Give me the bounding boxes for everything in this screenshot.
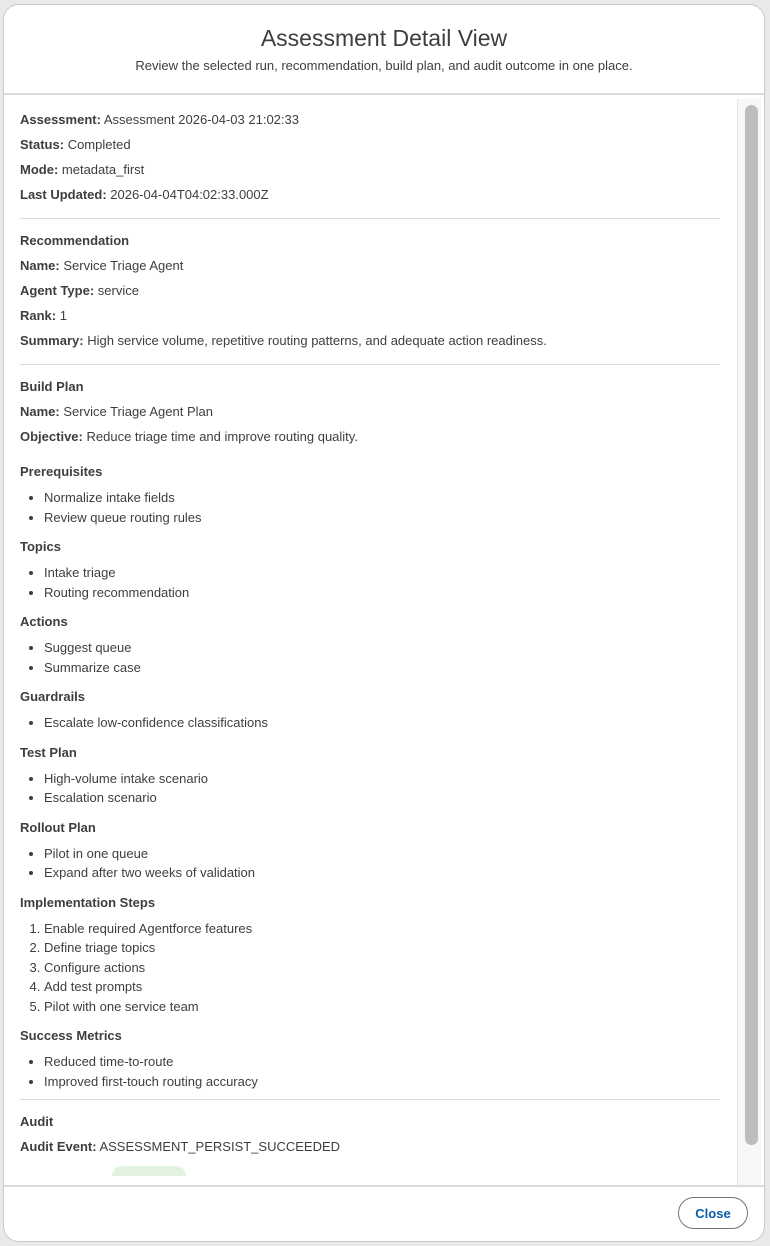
list-item: • Review queue routing rules xyxy=(44,508,721,528)
modal-footer xyxy=(4,1185,764,1241)
implementation-steps-heading: Implementation Steps xyxy=(20,894,156,910)
section-divider xyxy=(20,364,720,365)
assessment-section xyxy=(20,110,721,210)
list-item: 5. Pilot with one service team xyxy=(44,997,721,1017)
topics-heading: Topics xyxy=(20,539,61,554)
implementation-steps-list xyxy=(20,919,721,1017)
actions-heading: Actions xyxy=(20,614,68,629)
last-updated-value: 2026-04-04T04:02:33.000Z xyxy=(110,187,269,202)
list-item: 1. Enable required Agentforce features xyxy=(44,919,721,939)
modal-title: Assessment Detail View xyxy=(260,25,508,51)
test-plan-list xyxy=(20,769,721,808)
status-row: Status: Completed xyxy=(20,137,131,152)
prerequisites-list xyxy=(20,488,721,527)
scrollbar-track[interactable] xyxy=(737,99,761,1187)
success-metrics-heading: Success Metrics xyxy=(20,1028,122,1043)
recommendation-title: Recommendation xyxy=(20,233,130,248)
success-metrics-list xyxy=(20,1052,721,1091)
list-item: • Escalation scenario xyxy=(44,788,721,808)
mode-row: Mode: metadata_first xyxy=(20,162,145,177)
list-item: • Escalate low-confidence classifications xyxy=(44,713,721,733)
assessment-name-row: Assessment: Assessment 2026-04-03 21:02:33 xyxy=(20,112,299,127)
rank-row: Rank: 1 xyxy=(20,308,67,323)
list-item: • Reduced time-to-route xyxy=(44,1052,721,1072)
actions-list xyxy=(20,638,721,677)
section-divider xyxy=(20,218,720,219)
guardrails-heading: Guardrails xyxy=(20,689,86,704)
status-value: Completed xyxy=(67,137,131,152)
list-item: • Summarize case xyxy=(44,658,721,678)
list-item: • Pilot in one queue xyxy=(44,844,721,864)
scrollbar-thumb[interactable] xyxy=(745,105,758,1145)
section-divider xyxy=(20,1099,720,1100)
assessment-name-value: Assessment 2026-04-03 21:02:33 xyxy=(103,112,299,127)
list-item: 4. Add test prompts xyxy=(44,977,721,997)
build-plan-section xyxy=(20,377,721,1091)
list-item: 3. Configure actions xyxy=(44,958,721,978)
plan-name-row: Name: Service Triage Agent Plan xyxy=(20,404,213,419)
list-item: • Improved first-touch routing accuracy xyxy=(44,1072,721,1092)
test-plan-heading: Test Plan xyxy=(20,744,77,760)
build-plan-title: Build Plan xyxy=(20,379,84,394)
audit-title: Audit xyxy=(20,1114,54,1129)
list-item: • Intake triage xyxy=(44,563,721,583)
summary-row: Summary: High service volume, repetitive routing patterns, and adequate action readiness. xyxy=(20,333,547,348)
assessment-detail-modal xyxy=(3,4,765,1242)
recommendation-name-row: Name: Service Triage Agent xyxy=(20,258,184,273)
modal-header xyxy=(4,5,764,95)
objective-row: Objective: Reduce triage time and improve routing quality. xyxy=(20,429,358,444)
modal-body[interactable] xyxy=(4,95,737,1189)
list-item: • Normalize intake fields xyxy=(44,488,721,508)
list-item: • Suggest queue xyxy=(44,638,721,658)
modal-subtitle: Review the selected run, recommendation, build plan, and audit outcome in one place. xyxy=(135,58,633,73)
guardrails-list xyxy=(20,713,721,733)
agent-type-row: Agent Type: service xyxy=(20,283,139,298)
audit-event-value: ASSESSMENT_PERSIST_SUCCEEDED xyxy=(99,1139,341,1154)
last-updated-row: Last Updated: 2026-04-04T04:02:33.000Z xyxy=(20,187,269,202)
list-item: • High-volume intake scenario xyxy=(44,769,721,789)
mode-value: metadata_first xyxy=(61,162,145,177)
rollout-plan-list xyxy=(20,844,721,883)
audit-section xyxy=(20,1112,721,1182)
topics-list xyxy=(20,563,721,602)
list-item: • Expand after two weeks of validation xyxy=(44,863,721,883)
audit-status-badge-row xyxy=(20,1162,721,1182)
list-item: • Routing recommendation xyxy=(44,583,721,603)
rollout-plan-heading: Rollout Plan xyxy=(20,819,96,835)
close-button[interactable]: Close xyxy=(678,1197,748,1229)
recommendation-section xyxy=(20,231,721,356)
prerequisites-heading: Prerequisites xyxy=(20,464,103,479)
status-badge xyxy=(112,1166,186,1176)
audit-event-row: Audit Event: ASSESSMENT_PERSIST_SUCCEEDED xyxy=(20,1139,341,1154)
list-item: 2. Define triage topics xyxy=(44,938,721,958)
